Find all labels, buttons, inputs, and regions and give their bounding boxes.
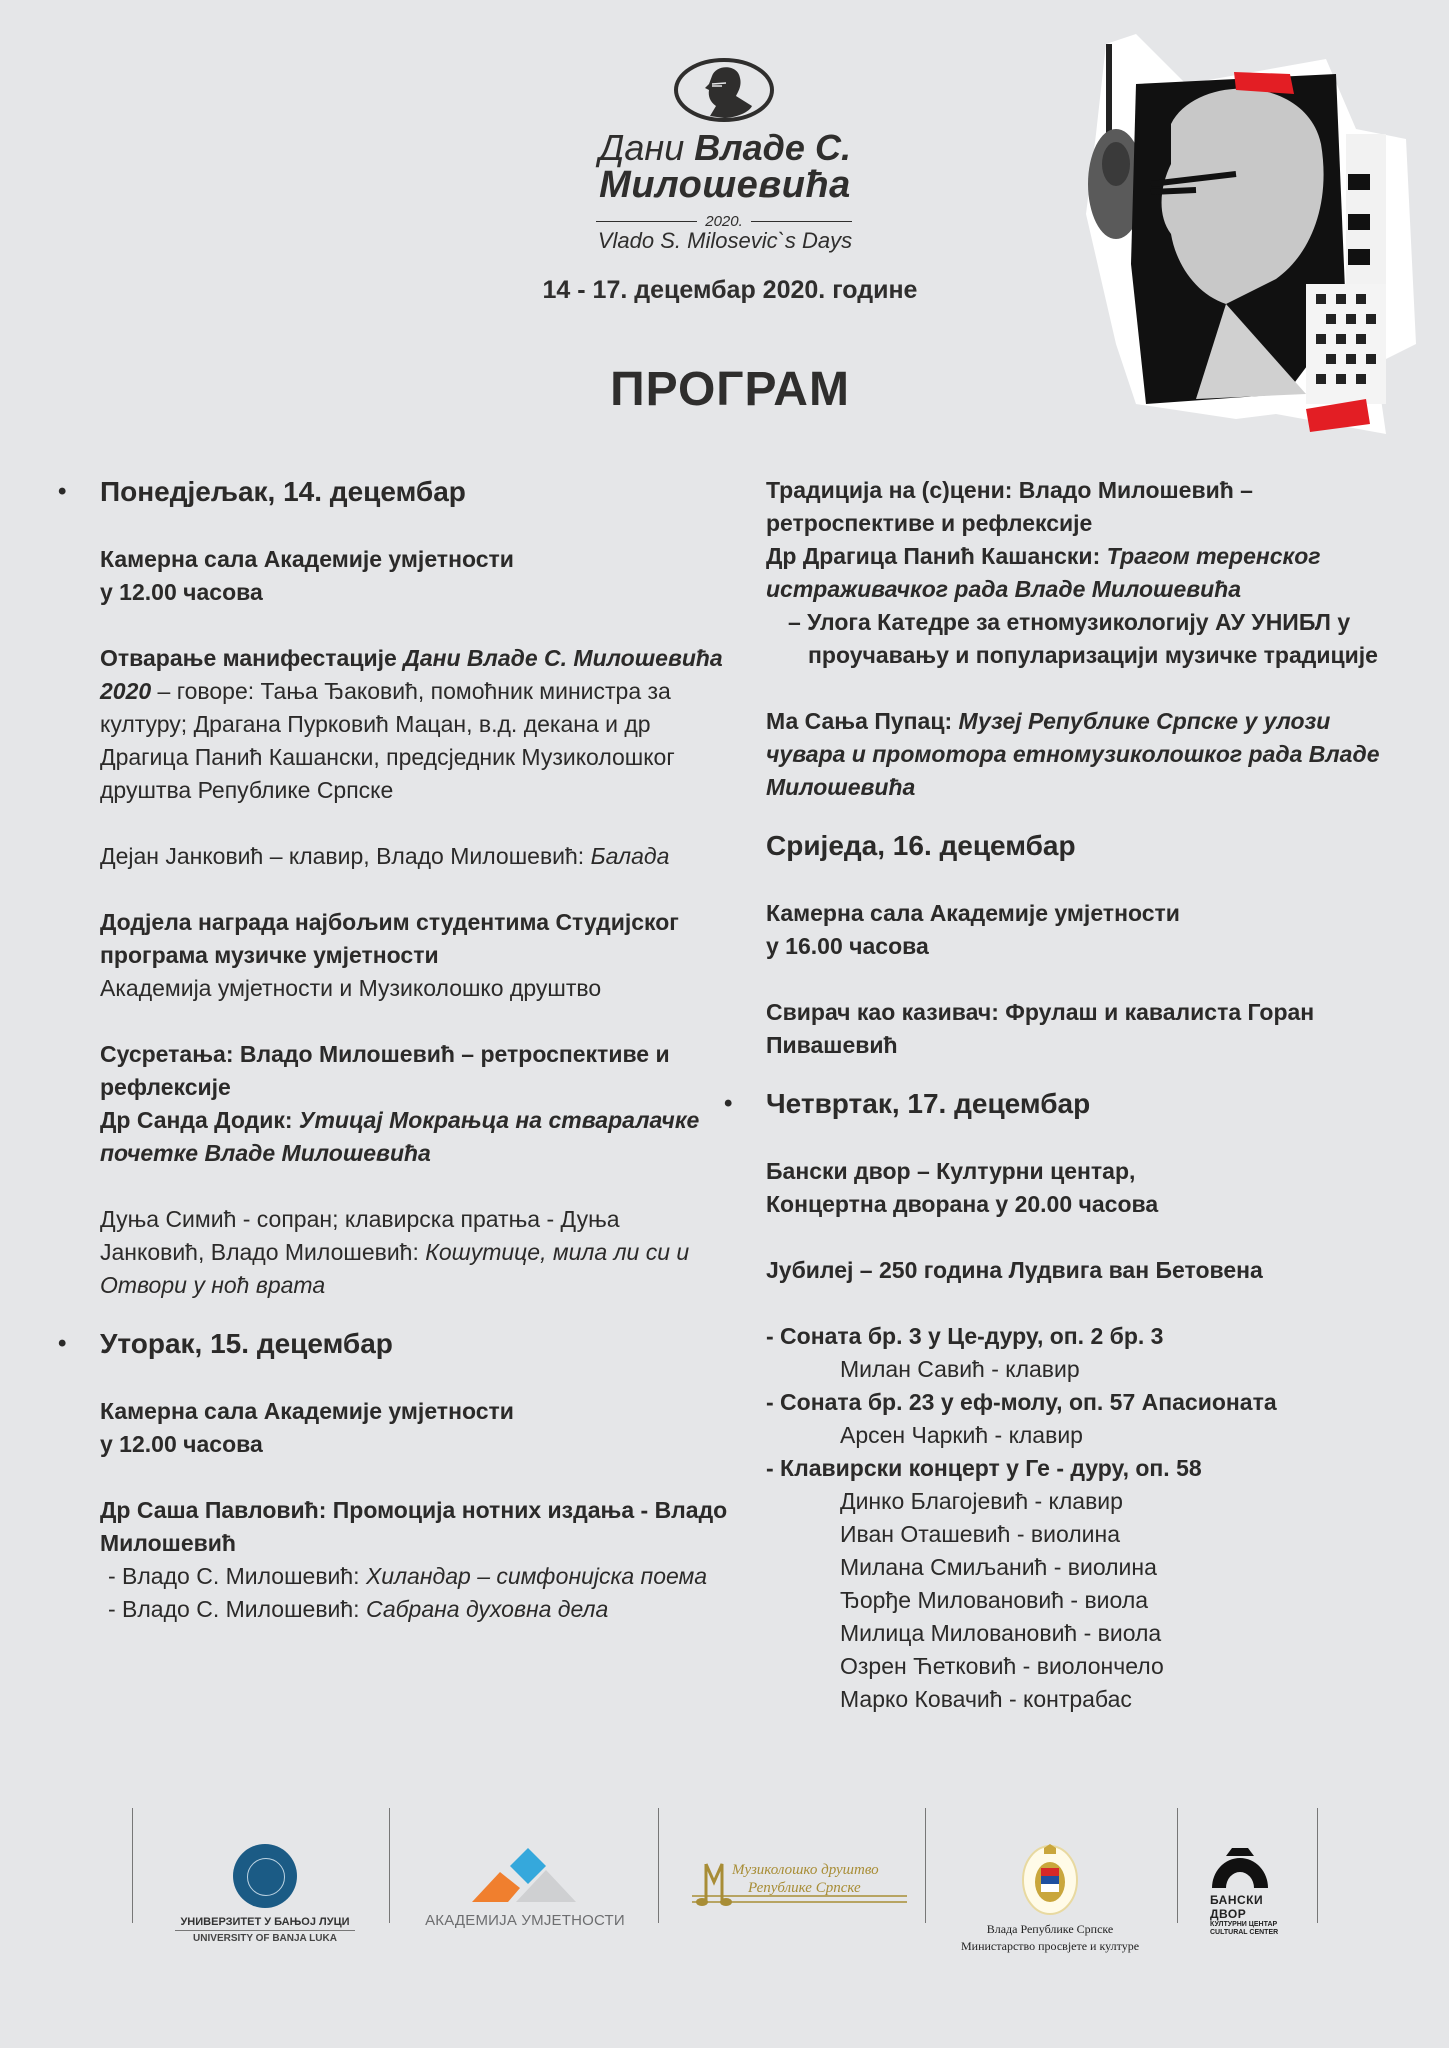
work-title: - Клавирски концерт у Ге - дуру, оп. 58 — [766, 1455, 1202, 1481]
musicology-society-logo — [692, 1860, 907, 1910]
divider — [1317, 1808, 1318, 1923]
divider — [751, 221, 852, 222]
divider — [925, 1808, 926, 1923]
performer: Милица Миловановић - виола — [840, 1620, 1162, 1646]
venue — [78, 543, 728, 609]
venue-line: Камерна сала Академије умјетности — [766, 900, 1180, 926]
logo-year-row — [596, 213, 852, 229]
bullet-icon: • — [58, 478, 67, 505]
day-heading-wednesday — [744, 828, 1404, 864]
date-range: 14 - 17. децембар 2020. године — [542, 276, 918, 304]
venue-time: Концертна дворана у 20.00 часова — [766, 1191, 1159, 1217]
venue — [744, 1155, 1404, 1221]
arch-icon — [1210, 1848, 1270, 1888]
bullet-icon: • — [58, 1330, 67, 1357]
logo-title-light: Дани — [599, 127, 695, 168]
list-item — [100, 1560, 728, 1593]
logo-text: Музиколошко друштво — [732, 1862, 879, 1878]
event-title-italic: Дани Владе С. Милошевића 2020 — [100, 645, 723, 704]
logo-year: 2020. — [705, 212, 743, 230]
divider — [389, 1808, 390, 1923]
logo-text: Министарство просвјете и културе — [960, 1939, 1140, 1953]
university-banja-luka-logo — [175, 1844, 355, 1944]
work-title: Сабрана духовна дела — [365, 1596, 609, 1622]
logo-text: Републике Српске — [748, 1880, 861, 1896]
performer: Динко Благојевић - клавир — [840, 1488, 1123, 1514]
day-heading-text: Уторак, 15. децембар — [100, 1328, 393, 1359]
lecture-speaker: Др Драгица Панић Кашански: — [766, 543, 1107, 569]
day-heading-text: Сриједа, 16. децембар — [766, 830, 1076, 861]
government-republika-srpska-logo — [940, 1844, 1160, 1955]
performer: Иван Оташевић - виолина — [840, 1521, 1120, 1547]
banski-dvor-logo — [1210, 1848, 1290, 1937]
divider — [596, 221, 697, 222]
day-heading-text: Четвртак, 17. децембар — [766, 1088, 1091, 1119]
academy-of-arts-logo — [420, 1848, 630, 1929]
logo-title-line2: Милошевића — [599, 164, 851, 206]
university-seal-icon — [233, 1844, 297, 1908]
bullet-icon: • — [724, 1090, 733, 1117]
performer: Марко Ковачић - контрабас — [840, 1686, 1132, 1712]
event-title: Др Саша Павловић: Промоција нотних издања - Владо Милошевић — [100, 1497, 728, 1556]
jubilee-title: Јубилеј – 250 година Лудвига ван Бетовена — [766, 1257, 1263, 1283]
performer: Милан Савић - клавир — [840, 1356, 1080, 1382]
work-title: Кошутице, мила ли си и Отвори у ноћ врата — [100, 1239, 690, 1298]
logo-text: КУЛТУРНИ ЦЕНТАР — [1210, 1921, 1278, 1928]
logo-text: БАНСКИ ДВОР — [1210, 1893, 1264, 1921]
performer-text: Дуња Симић - сопран; клавирска пратња - Дуња Јанковић, Владо Милошевић: — [100, 1206, 620, 1265]
event-promotion — [78, 1494, 728, 1626]
work-title: - Соната бр. 23 у еф-молу, оп. 57 Апасионата — [766, 1389, 1277, 1415]
program-right-column — [724, 474, 1404, 1716]
venue — [744, 897, 1404, 963]
logo-title-bold: Владе С. — [694, 127, 851, 168]
event-title: Сусретања: Владо Милошевић – ретроспективе и рефлексије — [100, 1041, 670, 1100]
portrait-collage-image — [1076, 14, 1436, 444]
program-left-column — [58, 474, 728, 1626]
day-heading-tuesday — [58, 1326, 728, 1362]
venue-line: Камерна сала Академије умјетности — [100, 546, 514, 572]
event-title: Отварање манифестације — [100, 645, 404, 671]
festival-emblem-icon — [672, 56, 776, 124]
lecture-title: Трагом теренског истраживачког рада Владе Милошевића — [766, 543, 1321, 602]
concert-program — [744, 1320, 1404, 1716]
event-title: Традиција на (с)цени: Владо Милошевић – ретроспективе и рефлексије — [766, 477, 1253, 536]
performance — [78, 840, 728, 873]
work-title: Хиландар – симфонијска поема — [365, 1563, 708, 1589]
sponsor-logos-footer — [0, 1808, 1449, 1958]
lecture-speaker: Др Санда Додик: — [100, 1107, 299, 1133]
event-description: – говоре: Тања Ђаковић, помоћник министра за културу; Драгана Пурковић Мацан, в.д. декана и др Драгица Панић Кашански, предсједник Музиколошког друштва Републике Српске — [100, 678, 675, 803]
logo-text: CULTURAL CENTER — [1210, 1929, 1279, 1936]
lecture — [744, 705, 1404, 804]
event-meeting — [78, 1038, 728, 1170]
venue-time: у 12.00 часова — [100, 579, 263, 605]
event-title: Додјела награда најбољим студентима Студијског програма музичке умјетности — [100, 909, 679, 968]
venue-line: Бански двор – Културни центар, — [766, 1158, 1136, 1184]
event-title: Свирач као казивач: Фрулаш и кавалиста Горан Пивашевић — [766, 999, 1315, 1058]
event-organizers: Академија умјетности и Музиколошко друштво — [100, 975, 602, 1001]
venue — [78, 1395, 728, 1461]
event-opening — [78, 642, 728, 807]
performer: Арсен Чаркић - клавир — [840, 1422, 1083, 1448]
list-item — [100, 1593, 728, 1626]
lecture-speaker: Ма Сања Пупац: — [766, 708, 959, 734]
logo-text: УНИВЕРЗИТЕТ У БАЊОЈ ЛУЦИ — [175, 1916, 355, 1931]
performer-text: Дејан Јанковић – клавир, Владо Милошевић: — [100, 843, 591, 869]
lecture-title: Утицај Мокрањца на стваралачке почетке Владе Милошевића — [100, 1107, 700, 1166]
performer: Ђорђе Миловановић - виола — [840, 1587, 1149, 1613]
divider — [132, 1808, 133, 1923]
day-heading-thursday — [724, 1086, 1404, 1122]
performer: Озрен Ћетковић - виолончело — [840, 1653, 1164, 1679]
item-prefix: - Владо С. Милошевић: — [108, 1563, 366, 1589]
event-tradition — [744, 474, 1404, 672]
work-title: - Соната бр. 3 у Це-дуру, оп. 2 бр. 3 — [766, 1323, 1164, 1349]
logo-text: UNIVERSITY OF BANJA LUKA — [193, 1933, 337, 1944]
logo-text: Влада Републике Српске — [986, 1922, 1114, 1936]
day-heading-monday — [58, 474, 728, 510]
divider — [1177, 1808, 1178, 1923]
item-prefix: - Владо С. Милошевић: — [108, 1596, 366, 1622]
venue-time: у 16.00 часова — [766, 933, 929, 959]
page-title: ПРОГРАМ — [610, 363, 850, 416]
performance — [78, 1203, 728, 1302]
performer: Милана Смиљанић - виолина — [840, 1554, 1157, 1580]
lecture-subtitle: – Улога Катедре за етномузикологију АУ УНИБЛ у проучавању и популаризацији музичке традиције — [788, 609, 1378, 668]
divider — [658, 1808, 659, 1923]
event-awards — [78, 906, 728, 1005]
venue-time: у 12.00 часова — [100, 1431, 263, 1457]
academy-triangles-icon — [420, 1848, 630, 1903]
coat-of-arms-icon — [940, 1844, 1160, 1916]
work-title: Балада — [590, 843, 670, 869]
venue-line: Камерна сала Академије умјетности — [100, 1398, 514, 1424]
day-heading-text: Понедјељак, 14. децембар — [100, 476, 466, 507]
logo-subtitle: Vlado S. Milosevic`s Days — [597, 228, 853, 253]
logo-text: АКАДЕМИЈА УМЈЕТНОСТИ — [425, 1912, 625, 1929]
festival-logo-title — [560, 127, 890, 206]
lecture-title: Музеј Републике Српске у улози чувара и промотора етномузиколошког рада Владе Милошевића — [766, 708, 1380, 800]
